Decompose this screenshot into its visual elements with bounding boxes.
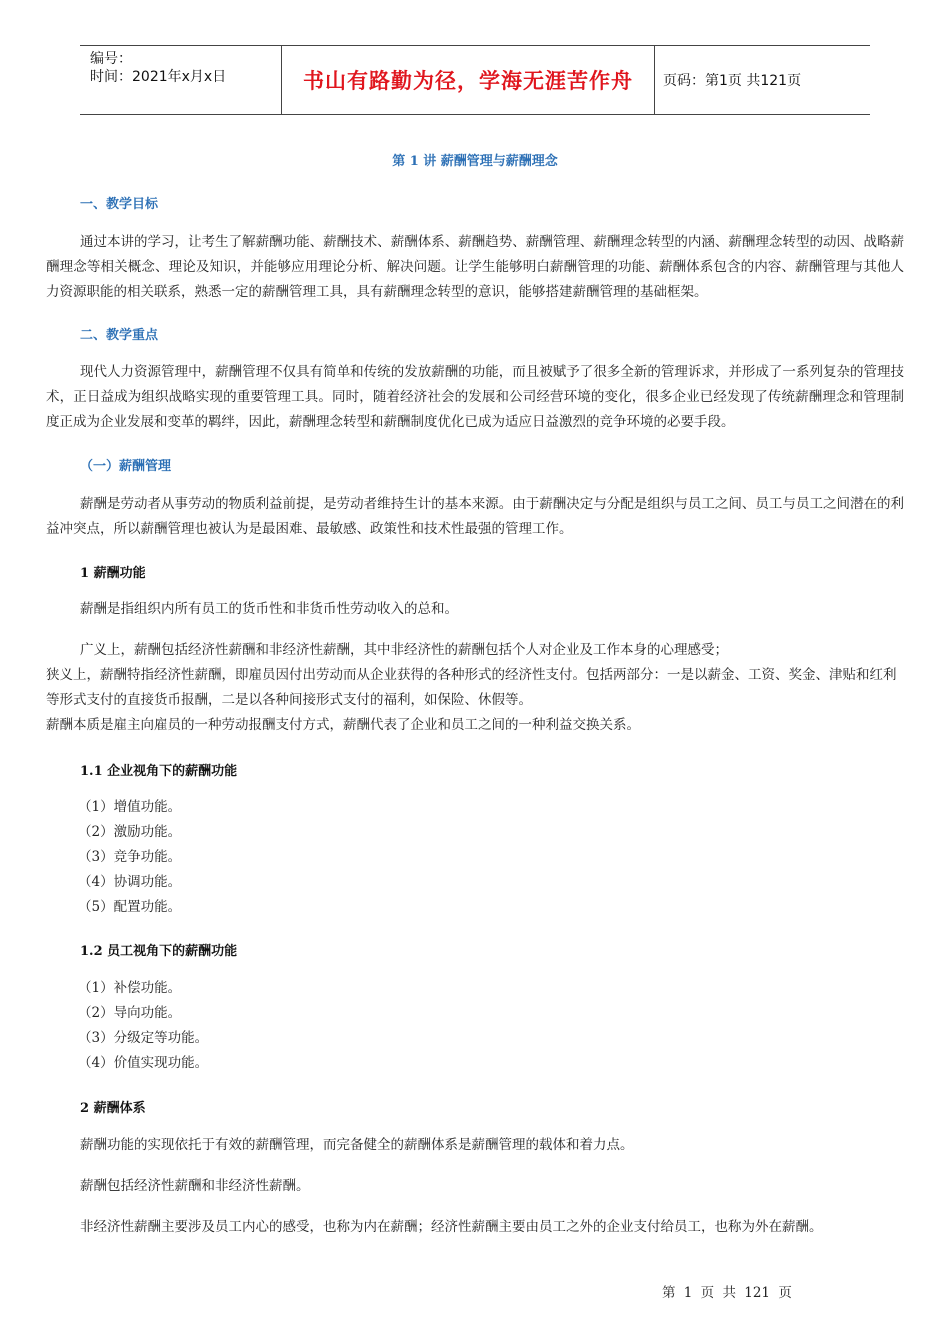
- heading-compensation-functions: 1 薪酬功能: [80, 566, 146, 581]
- objectives-paragraph: 通过本讲的学习，让考生了解薪酬功能、薪酬技术、薪酬体系、薪酬趋势、薪酬管理、薪酬理念转型的内涵、薪酬理念转型的动因、战略薪酬理念等相关概念、理论及知识，并能够应用理论分析、解决问题。让学生能够明白薪酬管理的功能、薪酬体系包含的内容、薪酬管理与其他人力资源职能的相关联系，熟悉一定的薪酬管理工具，具有薪酬理念转型的意识，能够搭建薪酬管理的基础框架。: [46, 234, 904, 300]
- heading-employee-perspective: 1.2 员工视角下的薪酬功能: [80, 944, 238, 959]
- section-heading-objectives: 一、教学目标: [80, 197, 159, 212]
- heading-compensation-system: 2 薪酬体系: [80, 1101, 146, 1116]
- section-heading-key-points: 二、教学重点: [80, 328, 159, 343]
- employee-function-list: [78, 976, 208, 1076]
- subsection-heading-compensation-management: （一）薪酬管理: [80, 459, 172, 474]
- compensation-narrow-sense: 狭义上，薪酬特指经济性薪酬，即雇员因付出劳动而从企业获得的各种形式的经济性支付。包括两部分：一是以薪金、工资、奖金、津贴和红利等形式支付的直接货币报酬，二是以各种间接形式支付的福利，如保险、休假等。: [46, 667, 897, 708]
- page-info: 页码：第1页 共121页: [663, 73, 802, 89]
- enterprise-function-list: [78, 795, 181, 920]
- compensation-definition: 薪酬是指组织内所有员工的货币性和非货币性劳动收入的总和。: [80, 601, 458, 617]
- list-item: （3）竞争功能。: [78, 849, 182, 865]
- compensation-broad-sense: 广义上，薪酬包括经济性薪酬和非经济性薪酬，其中非经济性的薪酬包括个人对企业及工作本身的心理感受；: [80, 642, 728, 658]
- time-label: 时间：2021年x月x日: [90, 69, 227, 85]
- header-motto-cell: [281, 46, 655, 114]
- compensation-system-para-3: 非经济性薪酬主要涉及员工内心的感受，也称为内在薪酬；经济性薪酬主要由员工之外的企业支付给员工，也称为外在薪酬。: [80, 1219, 823, 1235]
- document-header: [80, 45, 870, 115]
- page-footer: 第 1 页 共 121 页: [662, 1285, 792, 1301]
- list-item: （4）价值实现功能。: [78, 1055, 209, 1071]
- list-item: （4）协调功能。: [78, 874, 182, 890]
- list-item: （2）激励功能。: [78, 824, 182, 840]
- number-label: 编号：: [90, 51, 132, 67]
- compensation-essence: 薪酬本质是雇主向雇员的一种劳动报酬支付方式，薪酬代表了企业和员工之间的一种利益交换关系。: [46, 717, 640, 733]
- lecture-title: 第 1 讲 薪酬管理与薪酬理念: [392, 154, 558, 169]
- list-item: （5）配置功能。: [78, 899, 182, 915]
- list-item: （3）分级定等功能。: [78, 1030, 209, 1046]
- header-meta-cell: [80, 46, 280, 114]
- list-item: （1）补偿功能。: [78, 980, 182, 996]
- heading-enterprise-perspective: 1.1 企业视角下的薪酬功能: [80, 764, 238, 779]
- list-item: （2）导向功能。: [78, 1005, 182, 1021]
- header-page-cell: [663, 46, 870, 114]
- compensation-system-para-2: 薪酬包括经济性薪酬和非经济性薪酬。: [80, 1178, 310, 1194]
- compensation-system-para-1: 薪酬功能的实现依托于有效的薪酬管理，而完备健全的薪酬体系是薪酬管理的载体和着力点。: [80, 1137, 634, 1153]
- key-points-paragraph: 现代人力资源管理中，薪酬管理不仅具有简单和传统的发放薪酬的功能，而且被赋予了很多全新的管理诉求，并形成了一系列复杂的管理技术，正日益成为组织战略实现的重要管理工具。同时，随着经济社会的发展和公司经营环境的变化，很多企业已经发现了传统薪酬理念和管理制度正成为企业发展和变革的羁绊，因此，薪酬理念转型和薪酬制度优化已成为适应日益激烈的竞争环境的必要手段。: [46, 364, 904, 430]
- list-item: （1）增值功能。: [78, 799, 182, 815]
- compensation-management-paragraph: 薪酬是劳动者从事劳动的物质利益前提，是劳动者维持生计的基本来源。由于薪酬决定与分配是组织与员工之间、员工与员工之间潜在的利益冲突点，所以薪酬管理也被认为是最困难、最敏感、政策性和技术性最强的管理工作。: [46, 496, 904, 537]
- motto-text: 书山有路勤为径，学海无涯苦作舟: [303, 69, 633, 93]
